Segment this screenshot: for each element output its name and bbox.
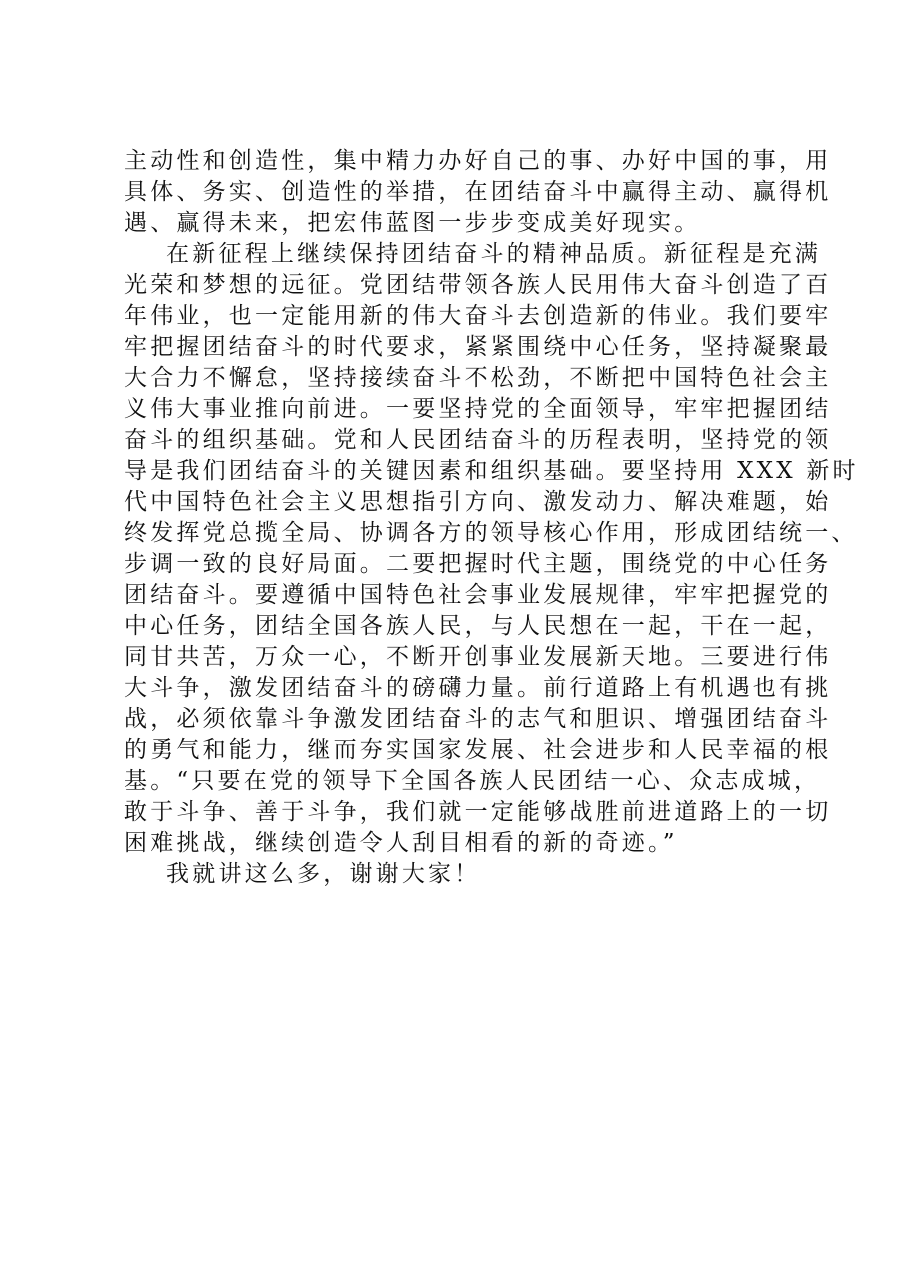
text-line: 中心任务，团结全国各族人民，与人民想在一起，干在一起， xyxy=(124,613,832,639)
text-line: 困难挑战，继续创造令人刮目相看的新的奇迹。” xyxy=(124,830,678,856)
closing-line: 我就讲这么多，谢谢大家！ xyxy=(124,861,481,887)
text-line: 代中国特色社会主义思想指引方向、激发动力、解决难题，始 xyxy=(124,489,832,515)
text-line: 奋斗的组织基础。党和人民团结奋斗的历程表明，坚持党的领 xyxy=(124,427,832,453)
text-line: 步调一致的良好局面。二要把握时代主题，围绕党的中心任务 xyxy=(124,551,832,577)
text-line: 牢把握团结奋斗的时代要求，紧紧围绕中心任务，坚持凝聚最 xyxy=(124,334,832,360)
text-line: 终发挥党总揽全局、协调各方的领导核心作用，形成团结统一、 xyxy=(124,520,858,546)
text-line: 遇、赢得未来，把宏伟蓝图一步步变成美好现实。 xyxy=(124,210,701,236)
text-line: 团结奋斗。要遵循中国特色社会事业发展规律，牢牢把握党的 xyxy=(124,582,832,608)
text-line: 年伟业，也一定能用新的伟大奋斗去创造新的伟业。我们要牢 xyxy=(124,303,832,329)
text-line: 主动性和创造性，集中精力办好自己的事、办好中国的事，用 xyxy=(124,148,832,174)
text-line: 战，必须依靠斗争激发团结奋斗的志气和胆识、增强团结奋斗 xyxy=(124,706,832,732)
text-line: 的勇气和能力，继而夯实国家发展、社会进步和人民幸福的根 xyxy=(124,737,832,763)
text-line: 具体、务实、创造性的举措，在团结奋斗中赢得主动、赢得机 xyxy=(124,179,832,205)
text-line: 大斗争，激发团结奋斗的磅礴力量。前行道路上有机遇也有挑 xyxy=(124,675,832,701)
text-line: 同甘共苦，万众一心，不断开创事业发展新天地。三要进行伟 xyxy=(124,644,832,670)
text-line: 基。“只要在党的领导下全国各族人民团结一心、众志成城， xyxy=(124,768,821,794)
paragraph-start-line: 在新征程上继续保持团结奋斗的精神品质。新征程是充满 xyxy=(124,241,822,267)
text-line: 大合力不懈怠，坚持接续奋斗不松劲，不断把中国特色社会主 xyxy=(124,365,832,391)
text-line: 光荣和梦想的远征。党团结带领各族人民用伟大奋斗创造了百 xyxy=(124,272,832,298)
text-line: 敢于斗争、善于斗争，我们就一定能够战胜前进道路上的一切 xyxy=(124,799,832,825)
text-line: 导是我们团结奋斗的关键因素和组织基础。要坚持用 XXX 新时 xyxy=(124,458,859,484)
document-body xyxy=(124,146,859,890)
text-line: 义伟大事业推向前进。一要坚持党的全面领导，牢牢把握团结 xyxy=(124,396,832,422)
